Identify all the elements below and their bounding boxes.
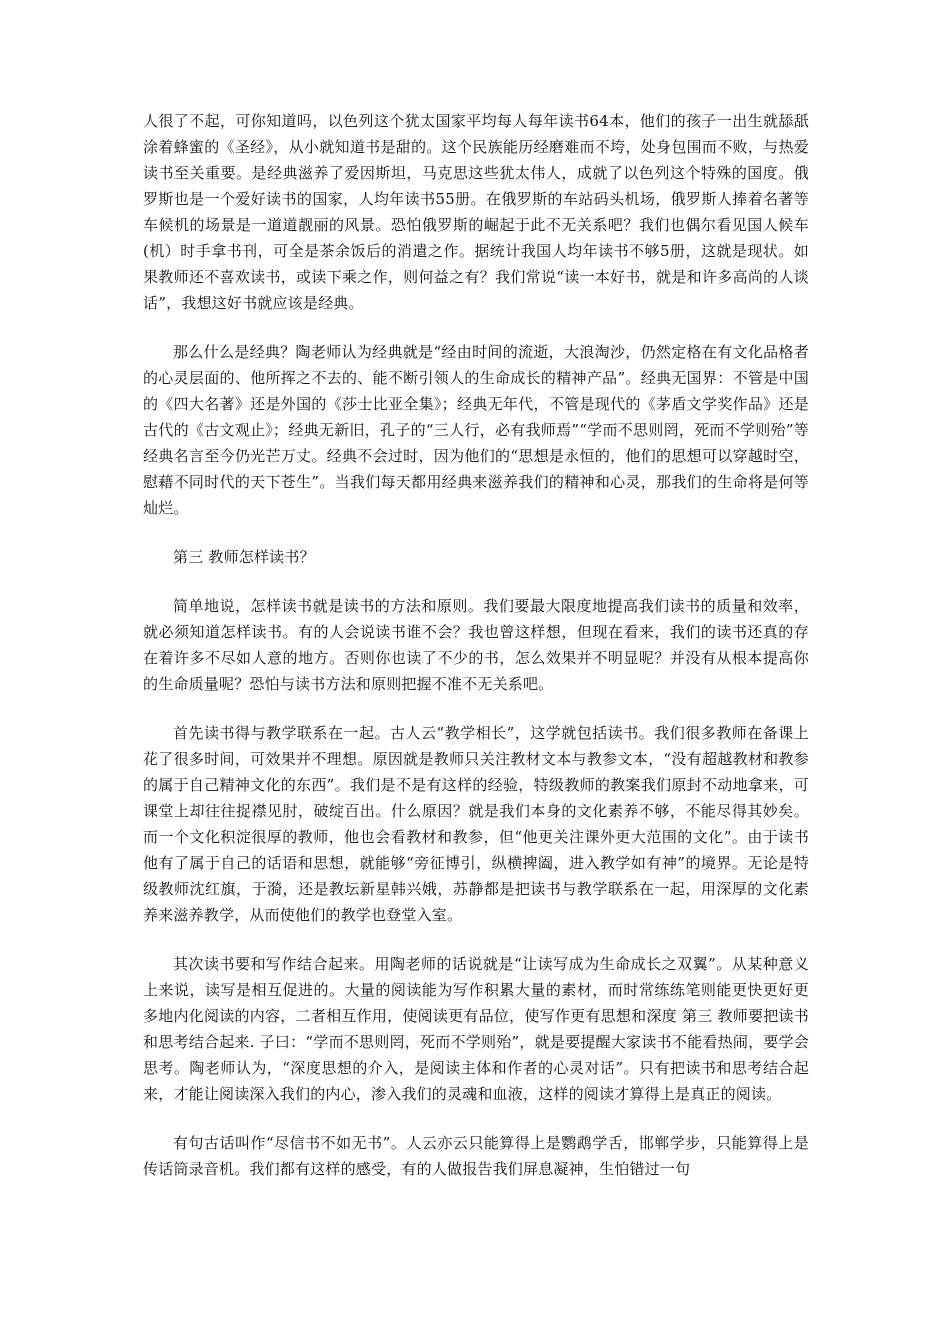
- document-page: [143, 108, 809, 1205]
- paragraph-reading-and-teaching: 首先读书得与教学联系在一起。古人云“教学相长”，这学就包括读书。我们很多教师在备课上花了很多时间，可效果并不理想。原因就是教师只关注教材文本与教参文本，“没有超越教材和教参的属于自己精神文化的东西”。我们是不是有这样的经验，特级教师的教案我们原封不动地拿来，可课堂上却往往捉襟见肘，破绽百出。什么原因？就是我们本身的文化素养不够，不能尽得其妙矣。而一个文化积淀很厚的教师，他也会看教材和教参，但“他更关注课外更大范围的文化”。由于读书他有了属于自己的话语和思想，就能够“旁征博引，纵横捭阖，进入教学如有神”的境界。无论是特级教师沈红旗，于漪，还是教坛新星韩兴娥，苏静都是把读书与教学联系在一起，用深厚的文化素养来滋养教学，从而使他们的教学也登堂入室。: [143, 724, 809, 924]
- paragraph-reading-methods: 简单地说，怎样读书就是读书的方法和原则。我们要最大限度地提高我们读书的质量和效率，就必须知道怎样读书。有的人会说读书谁不会？我也曾这样想，但现在看来，我们的读书还真的存在着许多不尽如人意的地方。否则你也读了不少的书，怎么效果并不明显呢？并没有从根本提高你的生命质量呢？恐怕与读书方法和原则把握不准不无关系吧。: [143, 597, 809, 693]
- paragraph-israel-russia-reading: 人很了不起，可你知道吗，以色列这个犹太国家平均每人每年读书64本，他们的孩子一出生就舔舐涂着蜂蜜的《圣经》，从小就知道书是甜的。这个民族能历经磨难而不垮，处身包围而不败，与热爱读书至关重要。是经典滋养了爱因斯坦，马克思这些犹太伟人，成就了以色列这个特殊的国度。俄罗斯也是一个爱好读书的国家，人均年读书55册。在俄罗斯的车站码头机场，俄罗斯人捧着名著等车候机的场景是一道道靓丽的风景。恐怕俄罗斯的崛起于此不无关系吧？我们也偶尔看见国人候车(机）时手拿书刊，可全是茶余饭后的消遣之作。据统计我国人均年读书不够5册，这就是现状。如果教师还不喜欢读书，或读下乘之作，则何益之有？我们常说“读一本好书，就是和许多高尚的人谈话”，我想这好书就应该是经典。: [143, 112, 809, 312]
- section-heading-how-to-read: 第三 教师怎样读书？: [173, 548, 315, 566]
- paragraph-what-is-classic: 那么什么是经典？陶老师认为经典就是“经由时间的流逝，大浪淘沙，仍然定格在有文化品格者的心灵层面的、他所挥之不去的、能不断引领人的生命成长的精神产品”。经典无国界：不管是中国的《四大名著》还是外国的《莎士比亚全集》；经典无年代，不管是现代的《茅盾文学奖作品》还是古代的《古文观止》；经典无新旧，孔子的“三人行，必有我师焉”“学而不思则罔，死而不学则殆”等经典名言至今仍光芒万丈。经典不会过时，因为他们的“思想是永恒的，他们的思想可以穿越时空，慰藉不同时代的天下苍生”。当我们每天都用经典来滋养我们的精神和心灵，那我们的生命将是何等灿烂。: [143, 343, 809, 517]
- paragraph-reading-and-writing: 其次读书要和写作结合起来。用陶老师的话说就是“让读写成为生命成长之双翼”。从某种意义上来说，读写是相互促进的。大量的阅读能为写作积累大量的素材，而时常练练笔则能更快更好更多地内化阅读的内容，二者相互作用，使阅读更有品位，使写作更有思想和深度 第三 教师要把读书和思考结合起来. 子曰：“学而不思则罔，死而不学则殆”，就是要提醒大家读书不能看热闹，要学会思考。陶老师认为，“深度思想的介入，是阅读主体和作者的心灵对话”。只有把读书和思考结合起来，才能让阅读深入我们的内心，渗入我们的灵魂和血液，这样的阅读才算得上是真正的阅读。: [143, 955, 809, 1103]
- paragraph-critical-reading: 有句古话叫作“尽信书不如无书”。人云亦云只能算得上是鹦鹉学舌，邯郸学步，只能算得上是传话筒录音机。我们都有这样的感受，有的人做报告我们屏息凝神，生怕错过一句: [143, 1134, 809, 1178]
